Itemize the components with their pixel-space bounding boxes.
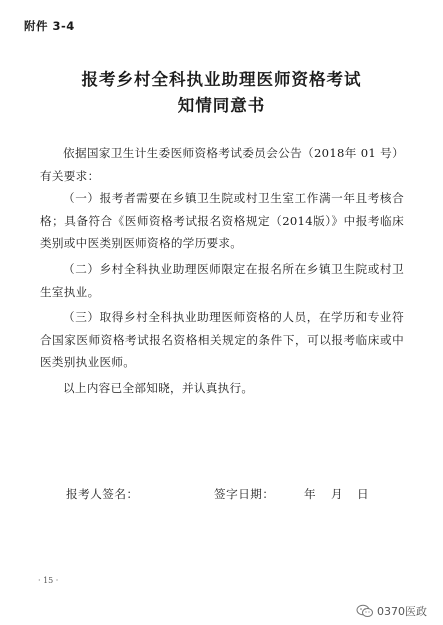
date-month-label: 月 — [331, 487, 344, 501]
requirement-item-3: （三）取得乡村全科执业助理医师资格的人员，在学历和专业符合国家医师资格考试报名资格相关规定的条件下，可以报考临床或中医类别执业医师。 — [40, 310, 404, 369]
signer-label: 报考人签名： — [66, 487, 139, 501]
requirement-item-2: （二）乡村全科执业助理医师限定在报名所在乡镇卫生院或村卫生室执业。 — [40, 262, 404, 299]
wechat-icon — [356, 604, 374, 618]
closing-paragraph: 以上内容已全部知晓，并认真执行。 — [63, 381, 254, 395]
document-title: 报考乡村全科执业助理医师资格考试 — [81, 70, 362, 89]
page-number: · 15 · — [38, 576, 59, 585]
requirement-item-1: （一）报考者需要在乡镇卫生院或村卫生室工作满一年且考核合格；具备符合《医师资格考试报名资格规定（2014版）》中报考临床类别或中医类别医师资格的学历要求。 — [40, 191, 404, 250]
document-subtitle: 知情同意书 — [177, 96, 266, 115]
intro-paragraph: 依据国家卫生计生委医师资格考试委员会公告（2018年 01 号）有关要求： — [40, 146, 404, 183]
date-year-label: 年 — [304, 487, 317, 501]
date-label: 签字日期： — [214, 487, 275, 501]
attachment-label: 附件 3-4 — [24, 19, 75, 33]
date-day-label: 日 — [357, 487, 370, 501]
watermark — [356, 603, 427, 619]
watermark-text: 0370医政 — [377, 605, 427, 618]
